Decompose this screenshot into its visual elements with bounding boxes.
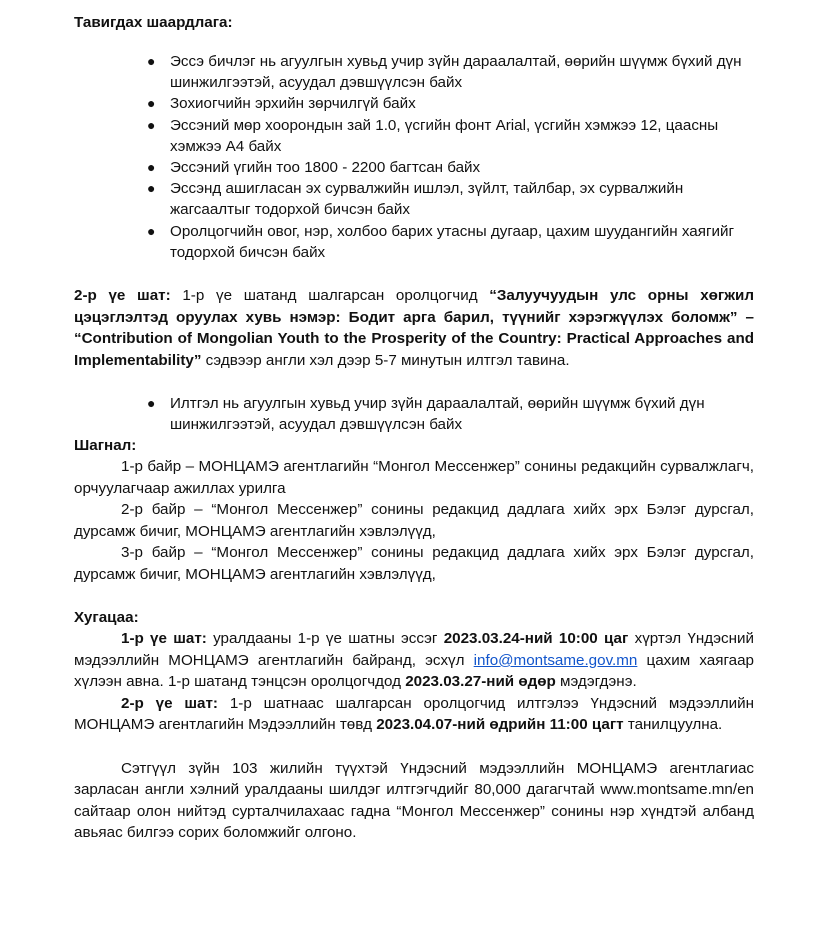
deadline-stage1-date: 2023.03.24-ний 10:00 цаг: [443, 630, 629, 648]
list-item: [74, 51, 754, 93]
stage2-text2: сэдвээр англи хэл дээр 5-7 минутын илтгэл тавина.: [201, 351, 570, 369]
prize-first: 1-р байр – МОНЦАМЭ агентлагийн “Монгол Мессенжер” сонины редакцийн сурвалжлагч, орчуулагчаар ажиллах урилга: [74, 458, 754, 497]
requirements-list: [74, 51, 754, 263]
stage2-paragraph: [74, 285, 754, 371]
deadline-stage1: [74, 628, 754, 693]
prize-third: 3-р байр – “Монгол Мессенжер” сонины редакцид дадлага хийх эрх Бэлэг дурсгал, дурсамж бичиг, МОНЦАМЭ агентлагийн хэвлэлүүд,: [74, 544, 754, 583]
closing-paragraph: Сэтгүүл зүйн 103 жилийн түүхтэй Үндэсний мэдээллийн МОНЦАМЭ агентлагиас зарласан англи хэлний уралдааны шилдэг илтгэгчдийг 80,000 дагагчтай www.montsame.mn/en сайтаар олон нийтэд сурталчилахаас гадна “Монгол Мессенжер” сонины нэр хүндтэй албанд авьяас билгээ сорих боломжийг олгоно.: [74, 759, 754, 842]
prizes-heading: Шагнал:: [74, 437, 137, 455]
stage2-list: [74, 393, 754, 435]
prize-second: 2-р байр – “Монгол Мессенжер” сонины редакцид дадлага хийх эрх Бэлэг дурсгал, дурсамж бичиг, МОНЦАМЭ агентлагийн хэвлэлүүд,: [74, 501, 754, 540]
deadline-stage1-text: хүртэл Үндэсний мэдээллийн МОНЦАМЭ агентлагийн байранд, эсхүл: [74, 630, 755, 669]
deadline-stage1-text: уралдааны 1-р үе шатны эссэг: [206, 630, 444, 648]
stage2-label: 2-р үе шат:: [74, 287, 171, 305]
requirement-text: Эссэнд ашигласан эх сурвалжийн ишлэл, зүйлт, тайлбар, эх сурвалжийн жагсаалтыг тодорхой бичсэн байх: [170, 180, 684, 219]
requirement-text: Оролцогчийн овог, нэр, холбоо барих утасны дугаар, цахим шуудангийн хаягийг тодорхой бичсэн байх: [170, 222, 735, 261]
deadline-stage2-label: 2-р үе шат:: [121, 694, 218, 712]
deadline-stage1-notify-date: 2023.03.27-ний өдөр: [405, 673, 556, 691]
stage2-topic: “Залуучуудын улс орны хөгжил цэцэглэлтэд оруулах хувь нэмэр: Бодит арга барил, түүнийг хэрэгжүүлэх боломж” – “Contribution of Mongolian Youth to the Prosperity of the Country: Practical Approaches and Implementability”: [74, 287, 754, 369]
deadline-stage2-text: 1-р шатнаас шалгарсан оролцогчид илтгэлээ Үндэсний мэдээллийн МОНЦАМЭ агентлагийн Мэдээллийн төвд: [74, 694, 754, 734]
deadline-heading: Хугацаа:: [74, 609, 139, 627]
bullet-icon: ●: [147, 180, 156, 197]
list-item: [74, 221, 754, 263]
stage2-text1: 1-р үе шатанд шалгарсан оролцогчид: [170, 287, 490, 305]
requirement-text: Эссэ бичлэг нь агуулгын хувьд учир зүйн дараалалтай, өөрийн шүүмж бүхий дүн шинжилгээтэй, асуудал дэвшүүлсэн байх: [170, 53, 742, 92]
document-page: [74, 12, 754, 844]
list-item: [74, 393, 754, 435]
list-item: [74, 115, 754, 157]
bullet-icon: ●: [147, 53, 156, 69]
bullet-icon: ●: [147, 116, 156, 133]
deadline-stage2-text: танилцуулна.: [623, 716, 723, 734]
deadline-stage2-date: 2023.04.07-ний өдрийн 11:00 цагт: [376, 716, 624, 734]
stage2-bullet-text: Илтгэл нь агуулгын хувьд учир зүйн дараалалтай, өөрийн шүүмж бүхий дүн шинжилгээтэй, асуудал дэвшүүлсэн байх: [170, 395, 705, 434]
list-item: [74, 178, 754, 220]
deadline-stage2: [74, 693, 754, 736]
deadline-stage1-text: мэдэгдэнэ.: [555, 673, 637, 691]
deadline-stage1-text: цахим хаягаар хүлээн авна. 1-р шатанд тэнцсэн оролцогчдод: [74, 651, 754, 691]
list-item: [74, 157, 754, 178]
requirements-heading: Тавигдах шаардлага:: [74, 14, 233, 31]
bullet-icon: ●: [147, 159, 156, 176]
bullet-icon: ●: [147, 222, 156, 239]
email-link[interactable]: info@montsame.gov.mn: [473, 651, 638, 669]
requirement-text: Эссэний үгийн тоо 1800 - 2200 багтсан байх: [170, 159, 481, 177]
deadline-stage1-label: 1-р үе шат:: [121, 630, 207, 648]
bullet-icon: ●: [147, 395, 156, 412]
list-item: [74, 93, 754, 114]
requirement-text: Зохиогчийн эрхийн зөрчилгүй байх: [170, 95, 416, 113]
bullet-icon: ●: [147, 95, 156, 112]
requirement-text: Эссэний мөр хоорондын зай 1.0, үсгийн фонт Arial, үсгийн хэмжээ 12, цаасны хэмжээ А4 байх: [170, 116, 719, 155]
